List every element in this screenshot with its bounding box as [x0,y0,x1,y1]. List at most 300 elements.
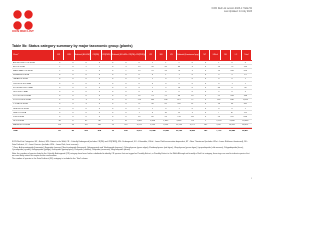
table-cell: 4 [85,103,87,106]
column-header: DD [221,50,231,60]
column-header: Total [242,50,252,60]
table-cell: 0 [138,78,140,81]
table-cell: 147 [84,124,88,127]
column-header: VU [167,50,177,60]
table-cell: 0 [72,69,74,72]
table-cell: 0 [138,107,140,110]
table-cell: 18,484 [242,120,249,123]
table-cell: 0 [72,78,74,81]
table-cell: 42 [85,120,88,123]
column-header: CR [146,50,156,60]
table-cell: 0 [59,61,61,64]
table-cell: 0 [98,90,100,93]
row-class-name: LYCOPODIOPSIDA [13,95,31,98]
table-cell: 1,694 [242,99,248,102]
column-header: LC [231,50,241,60]
table-cell: 0 [72,65,74,68]
table-cell: 1,805 [163,120,169,123]
table-cell: 0 [85,107,87,110]
status-summary-table [12,50,252,132]
table-cell: 242 [177,103,181,106]
column-header: CR(PE) [91,50,101,60]
table-cell: 0 [112,69,114,72]
table-cell: 71 [138,103,141,106]
table-cell: 0 [59,95,61,98]
total-cell: 7,732 [216,129,222,132]
table-cell: 0 [59,78,61,81]
table-cell: 0 [204,61,207,64]
table-cell: 9 [231,74,233,77]
table-cell: 1 [151,86,154,89]
table-cell: 0 [98,74,100,77]
table-cell: 91 [124,120,128,123]
table-cell: 0 [178,82,180,85]
header-version: IUCN Red List version 2023-1: Table 5b [211,8,252,10]
table-cell: 33 [138,116,141,119]
table-cell: 3 [125,65,127,68]
table-cell: 10 [164,111,167,114]
table-cell: 24 [217,116,220,119]
total-cell: 414 [97,129,102,132]
table-cell: 115 [190,116,194,119]
table-cell: 3 [218,74,220,77]
table-cell: 0 [204,82,207,85]
table-cell: 0 [98,61,100,64]
table-cell: 0 [85,86,87,89]
table-cell: 830 [230,99,234,102]
table-cell: 0 [165,107,167,110]
header-updated: Last Updated: 14 July 2023 [224,11,252,14]
table-cell: 2 [125,69,127,72]
table-cell: 21 [164,95,167,98]
table-cell: 90 [151,103,154,106]
table-cell: 13 [111,124,114,127]
table-cell: 729 [190,120,194,123]
table-cell: 0 [191,86,193,89]
table-cell: 22 [217,95,220,98]
table-cell: 108 [230,95,234,98]
table-cell: 2,468 [149,120,155,123]
table-cell: 0 [204,69,207,72]
table-cell: 200 [243,69,248,72]
table-cell: 0 [112,90,114,93]
table-cell: 1 [178,78,180,81]
table-cell: 0 [204,90,207,93]
table-cell: 0 [98,82,100,85]
table-cell: 1,409 [136,120,142,123]
row-class-name: GINKGOOPSIDA [13,107,29,110]
row-class-name: ULVOPHYCEAE [13,90,28,93]
table-cell: 0 [85,95,87,98]
table-cell: 2 [59,65,61,68]
table-cell: 0 [72,95,74,98]
table-cell: 0 [98,78,100,81]
table-cell: 1 [244,78,246,81]
table-cell: 0 [112,74,114,77]
row-class-name: FLORIDEOPHYCEAE [13,86,33,89]
table-cell: 1 [178,74,180,77]
row-class-name: PINOPSIDA [13,116,24,119]
table-cell: 0 [218,82,220,85]
table-cell: 0 [112,95,114,98]
table-cell: 0 [72,111,74,114]
row-class-name: BRYOPSIDA [13,65,25,68]
table-cell: 9,840 [229,120,235,123]
table-cell: 0 [204,116,207,119]
table-cell: 0 [125,86,127,89]
table-cell: 0 [112,78,114,81]
row-class-name: CYCADOPSIDA [13,103,28,106]
table-cell: 28,451 [229,124,236,127]
total-cell: 6,521 [136,129,142,132]
table-cell: 3,271 [189,124,195,127]
header-meta [212,8,252,15]
table-cell: 1 [178,107,180,110]
table-cell: 112 [243,111,247,114]
table-cell: 25 [151,69,154,72]
column-header: Subtotal (EX+EW) [75,50,91,60]
table-cell: 0 [204,74,207,77]
table-cell: 362 [97,124,102,127]
table-cell: 0 [165,90,167,93]
table-cell: 0 [191,74,193,77]
table-cell: 1 [151,107,154,110]
table-cell: 26 [151,65,154,68]
table-cell: 46 [98,120,101,123]
table-cell: 13 [138,65,141,68]
table-cell: 0 [165,78,167,81]
table-cell: 0 [112,111,114,114]
note-paragraph: IUCN Red List Categories: EX - Extinct, EW - Extinct in the Wild, CR - Critically Endangered (includes CR(PE) and CR(PEW)), EN - Endangered, VU - Vulnerable, LR/cd - Lower Risk/conservation dependent, NT - Near Threatened (includes LR/nt - Lower Risk/near threatened), DD - Data Deficient, LC - Least Concern (includes LR/lc - Lower Risk, least concern). [12,141,248,146]
table-cell: 0 [72,107,74,110]
table-cell: 0 [151,90,154,93]
table-cell: 0 [204,65,207,68]
table-cell: 0 [59,103,61,106]
table-cell: 0 [72,86,74,89]
total-cell: 16 [111,129,114,132]
table-cell: 10 [217,103,220,106]
table-cell: 1 [138,111,140,114]
column-header: LR/cd [210,50,220,60]
table-cell: 70 [177,69,181,72]
note-paragraph: Note: the numbers of species listed in the Critically Endangered (CR) category have been further subdivided to identify CR species that are tagged as Possibly Extinct, or Possibly Extinct in the Wild. Although not formally a Red List category, these tags are used to indicate species that are most likely extinct but require further confirmation. [12,152,250,158]
table-cell: 60,491 [242,124,249,127]
table-cell: 114 [58,124,62,127]
table-cell: 0 [125,95,127,98]
table-cell: 8 [231,86,233,89]
table-header-row [12,50,252,61]
table-cell: 0 [191,78,193,81]
table-cell: 3 [191,111,193,114]
table-cell: 0 [98,111,100,114]
table-cell: 8 [125,99,127,102]
table-cell: 646 [243,116,248,119]
table-cell: 40 [217,86,220,89]
total-label: Total [13,129,18,132]
table-cell: 4 [244,61,246,64]
row-class-name: LILIOPSIDA [13,120,24,123]
table-cell: 2,190 [216,120,222,123]
table-cell: 0 [85,116,87,119]
row-class-name: TAKAKIOPSIDA [13,78,28,81]
row-class-name: SPHAGNOPSIDA [13,74,30,77]
table-cell: 0 [125,74,127,77]
table-cell: 0 [98,86,100,89]
table-cell: 1 [165,61,167,64]
table-cell: 215 [177,116,181,119]
table-cell: 204 [164,99,168,102]
table-cell: 0 [138,74,140,77]
table-cell: 13 [244,74,247,77]
column-header: CR(PEW) [102,50,112,60]
table-cell: 14 [138,95,141,98]
total-cell: 30,195 [175,129,183,132]
table-cell: 0 [85,61,87,64]
table-cell: 0 [191,107,193,110]
table-notes [12,141,252,162]
table-cell: 13 [151,95,154,98]
table-cell: 0 [112,99,114,102]
total-cell: 157 [57,129,62,132]
table-cell: 0 [112,65,114,68]
table-cell: 4,781 [136,124,142,127]
table-cell: 9,294 [163,124,169,127]
total-cell: 630 [124,129,128,132]
row-class-name: GNETOPSIDA [13,111,27,114]
table-cell: 0 [85,74,87,77]
table-cell: 1 [204,120,207,123]
table-cell: 4 [72,103,74,106]
table-cell: 0 [125,111,127,114]
table-cell: 0 [231,78,233,81]
table-cell: 0 [138,82,140,85]
table-cell: 3 [165,86,167,89]
table-cell: 0 [125,78,127,81]
table-cell: 3 [244,90,246,93]
table-cell: 6 [72,120,74,123]
table-cell: 0 [218,107,220,110]
table-cell: 0 [204,107,207,110]
table-cell: 14 [217,65,220,68]
table-cell: 0 [112,103,114,106]
table-cell: 627 [177,99,181,102]
table-title: Table 5b: Status category summary by major taxonomic group (plants) [12,44,133,48]
table-cell: 0 [59,116,61,119]
table-cell: 81 [164,103,167,106]
table-cell: 58 [244,86,247,89]
table-cell: 49 [164,65,167,68]
table-cell: 0 [98,103,100,106]
table-cell: 341 [243,103,248,106]
table-cell: 182 [203,124,208,127]
table-cell: 0 [204,103,207,106]
table-cell: 79 [230,65,234,68]
table-cell: 10 [177,86,181,89]
table-cell: 0 [59,107,61,110]
table-cell: 34 [230,103,234,106]
table-cell: 0 [85,90,87,93]
table-cell: 292 [230,116,234,119]
table-cell: 0 [125,116,127,119]
table-cell: 0 [204,86,207,89]
table-cell: 3 [112,120,114,123]
table-cell: 87 [230,111,234,114]
table-cell: 0 [59,86,61,89]
table-cell: 0 [72,82,74,85]
table-cell: 51 [191,103,194,106]
total-cell: 183 [203,129,208,132]
table-cell: 0 [72,61,74,64]
column-header: Subtotal (EX+EW+ CR(PE)+CR(PEW)) [112,50,146,60]
table-cell: 0 [125,107,127,110]
row-class-name: POLYPODIOPSIDA [13,99,31,102]
table-cell: 0 [98,69,100,72]
table-cell: 0 [231,90,233,93]
table-cell: 0 [59,111,61,114]
table-cell: 1 [165,74,167,77]
total-cell: 11,588 [162,129,169,132]
table-cell: 1 [244,82,246,85]
column-header: Class* [12,50,54,60]
table-cell: 0 [204,95,207,98]
table-cell: 174 [137,99,141,102]
table-cell: 0 [125,82,127,85]
table-cell: 106 [230,69,234,72]
table-cell: 13 [217,69,220,72]
table-cell: 0 [204,78,207,81]
table-cell: 3 [85,99,87,102]
total-cell: 12,086 [149,129,156,132]
table-cell: 4 [125,103,127,106]
table-cell: 0 [151,82,154,85]
table-cell: 1 [151,61,154,64]
table-cell: 162 [217,99,221,102]
total-cell: 39,845 [229,129,236,132]
table-cell: 0 [151,74,154,77]
table-cell: 1 [151,78,154,81]
column-header: EX [54,50,64,60]
table-cell: 5,247 [216,124,222,127]
table-cell: 5 [98,99,100,102]
table-cell: 0 [98,116,100,119]
table-cell: 72 [191,99,194,102]
table-cell: 0 [191,82,193,85]
table-cell: 0 [98,95,100,98]
table-cell: 0 [204,111,207,114]
column-header: EN [156,50,166,60]
table-cell: 7 [218,111,220,114]
table-cell: 4 [191,65,193,68]
table-cell: 0 [231,107,233,110]
row-class-name: MARCHANTIOPSIDA [13,69,33,72]
column-header: EW [64,50,74,60]
total-cell: 43 [71,129,75,132]
table-cell: 0 [204,99,207,102]
table-cell: 0 [178,90,180,93]
table-cell: 0 [125,61,127,64]
table-cell: 1 [218,61,220,64]
table-cell: 0 [72,90,74,93]
table-cell: 190 [243,65,248,68]
table-cell: 2 [85,65,87,68]
table-cell: 0 [191,61,193,64]
table-cell: 1 [98,65,100,68]
row-class-name: CHLOROPHYCEAE [13,82,32,85]
total-cell: 200 [84,129,88,132]
note-paragraph: * Class: Anthocerotopsida (hornworts), Bryopsida (mosses), Marchantiopsida (liverworts), Sphagnopsida and Takakiopsida (mosses), Chlorophyceae (green algae), Florideophyceae (red algae), Ulvophyceae (green algae), Lycopodiopsida (club mosses), Polypodiopsida (ferns), Cycadopsida (cycads), Ginkgoopsida (ginkgo), Gnetopsida (gnetophytes), Pinopsida (conifers), Liliopsida (monocots), Magnoliopsida (dicots). [12,146,244,152]
table-cell: 23,193 [175,124,183,127]
table-cell: 0 [72,116,74,119]
table-cell: 5,682 [176,120,182,123]
table-cell: 0 [112,107,114,110]
table-cell: 0 [85,111,87,114]
table-cell: 0 [138,61,140,64]
table-cell: 0 [138,90,140,93]
table-total-row [12,128,252,132]
row-class-name: MAGNOLIOPSIDA [13,124,30,127]
table-cell: 0 [112,86,114,89]
column-header: Subtotal (threatened spp.) [177,50,200,60]
table-cell: 36 [58,120,61,123]
table-cell: 188 [243,95,248,98]
logo-text: IUCN RED LIST [12,29,34,33]
table-cell: 0 [85,82,87,85]
table-cell: 0 [112,82,114,85]
table-cell: 0 [218,78,220,81]
table-cell: 0 [85,78,87,81]
table-cell: 0 [125,90,127,93]
table-cell: 0 [231,61,233,64]
table-cell: 522 [124,124,128,127]
table-cell: 15 [177,111,181,114]
iucn-red-list-logo-icon [12,9,34,31]
table-cell: 1 [244,107,246,110]
table-cell: 0 [59,82,61,85]
table-cell: 0 [72,74,74,77]
table-cell: 0 [72,99,74,102]
column-header: NT [200,50,210,60]
table-cell: 4 [151,111,154,114]
table-cell: 3 [218,90,220,93]
table-cell: 1 [231,82,233,85]
table-cell: 33 [71,124,75,127]
table-cell: 93 [164,116,167,119]
table-cell: 0 [191,90,193,93]
table-cell: 2 [85,69,87,72]
table-cell: 3 [59,99,61,102]
table-cell: 6 [138,86,140,89]
table-cell: 19 [138,69,141,72]
table-cell: 2 [59,69,61,72]
table-cell: 249 [150,99,155,102]
page-number: 1 [250,178,252,180]
table-cell: 88 [177,65,181,68]
table-cell: 0 [59,74,61,77]
table-cell: 0 [98,107,100,110]
total-cell: 82,427 [242,129,249,132]
note-paragraph: The number of species in the Data Deficient (DD) category is included in the 'Total' column. [12,158,89,161]
table-cell: 0 [112,116,114,119]
table-cell: 2 [178,61,180,64]
row-class-name: ANTHOCEROTOPSIDA [13,61,35,64]
table-cell: 10 [191,95,194,98]
table-cell: 9 [191,69,193,72]
total-cell: 4,264 [189,129,195,132]
table-cell: 9,118 [150,124,155,127]
table-cell: 0 [165,82,167,85]
table-cell: 48 [177,95,181,98]
table-cell: 89 [151,116,154,119]
